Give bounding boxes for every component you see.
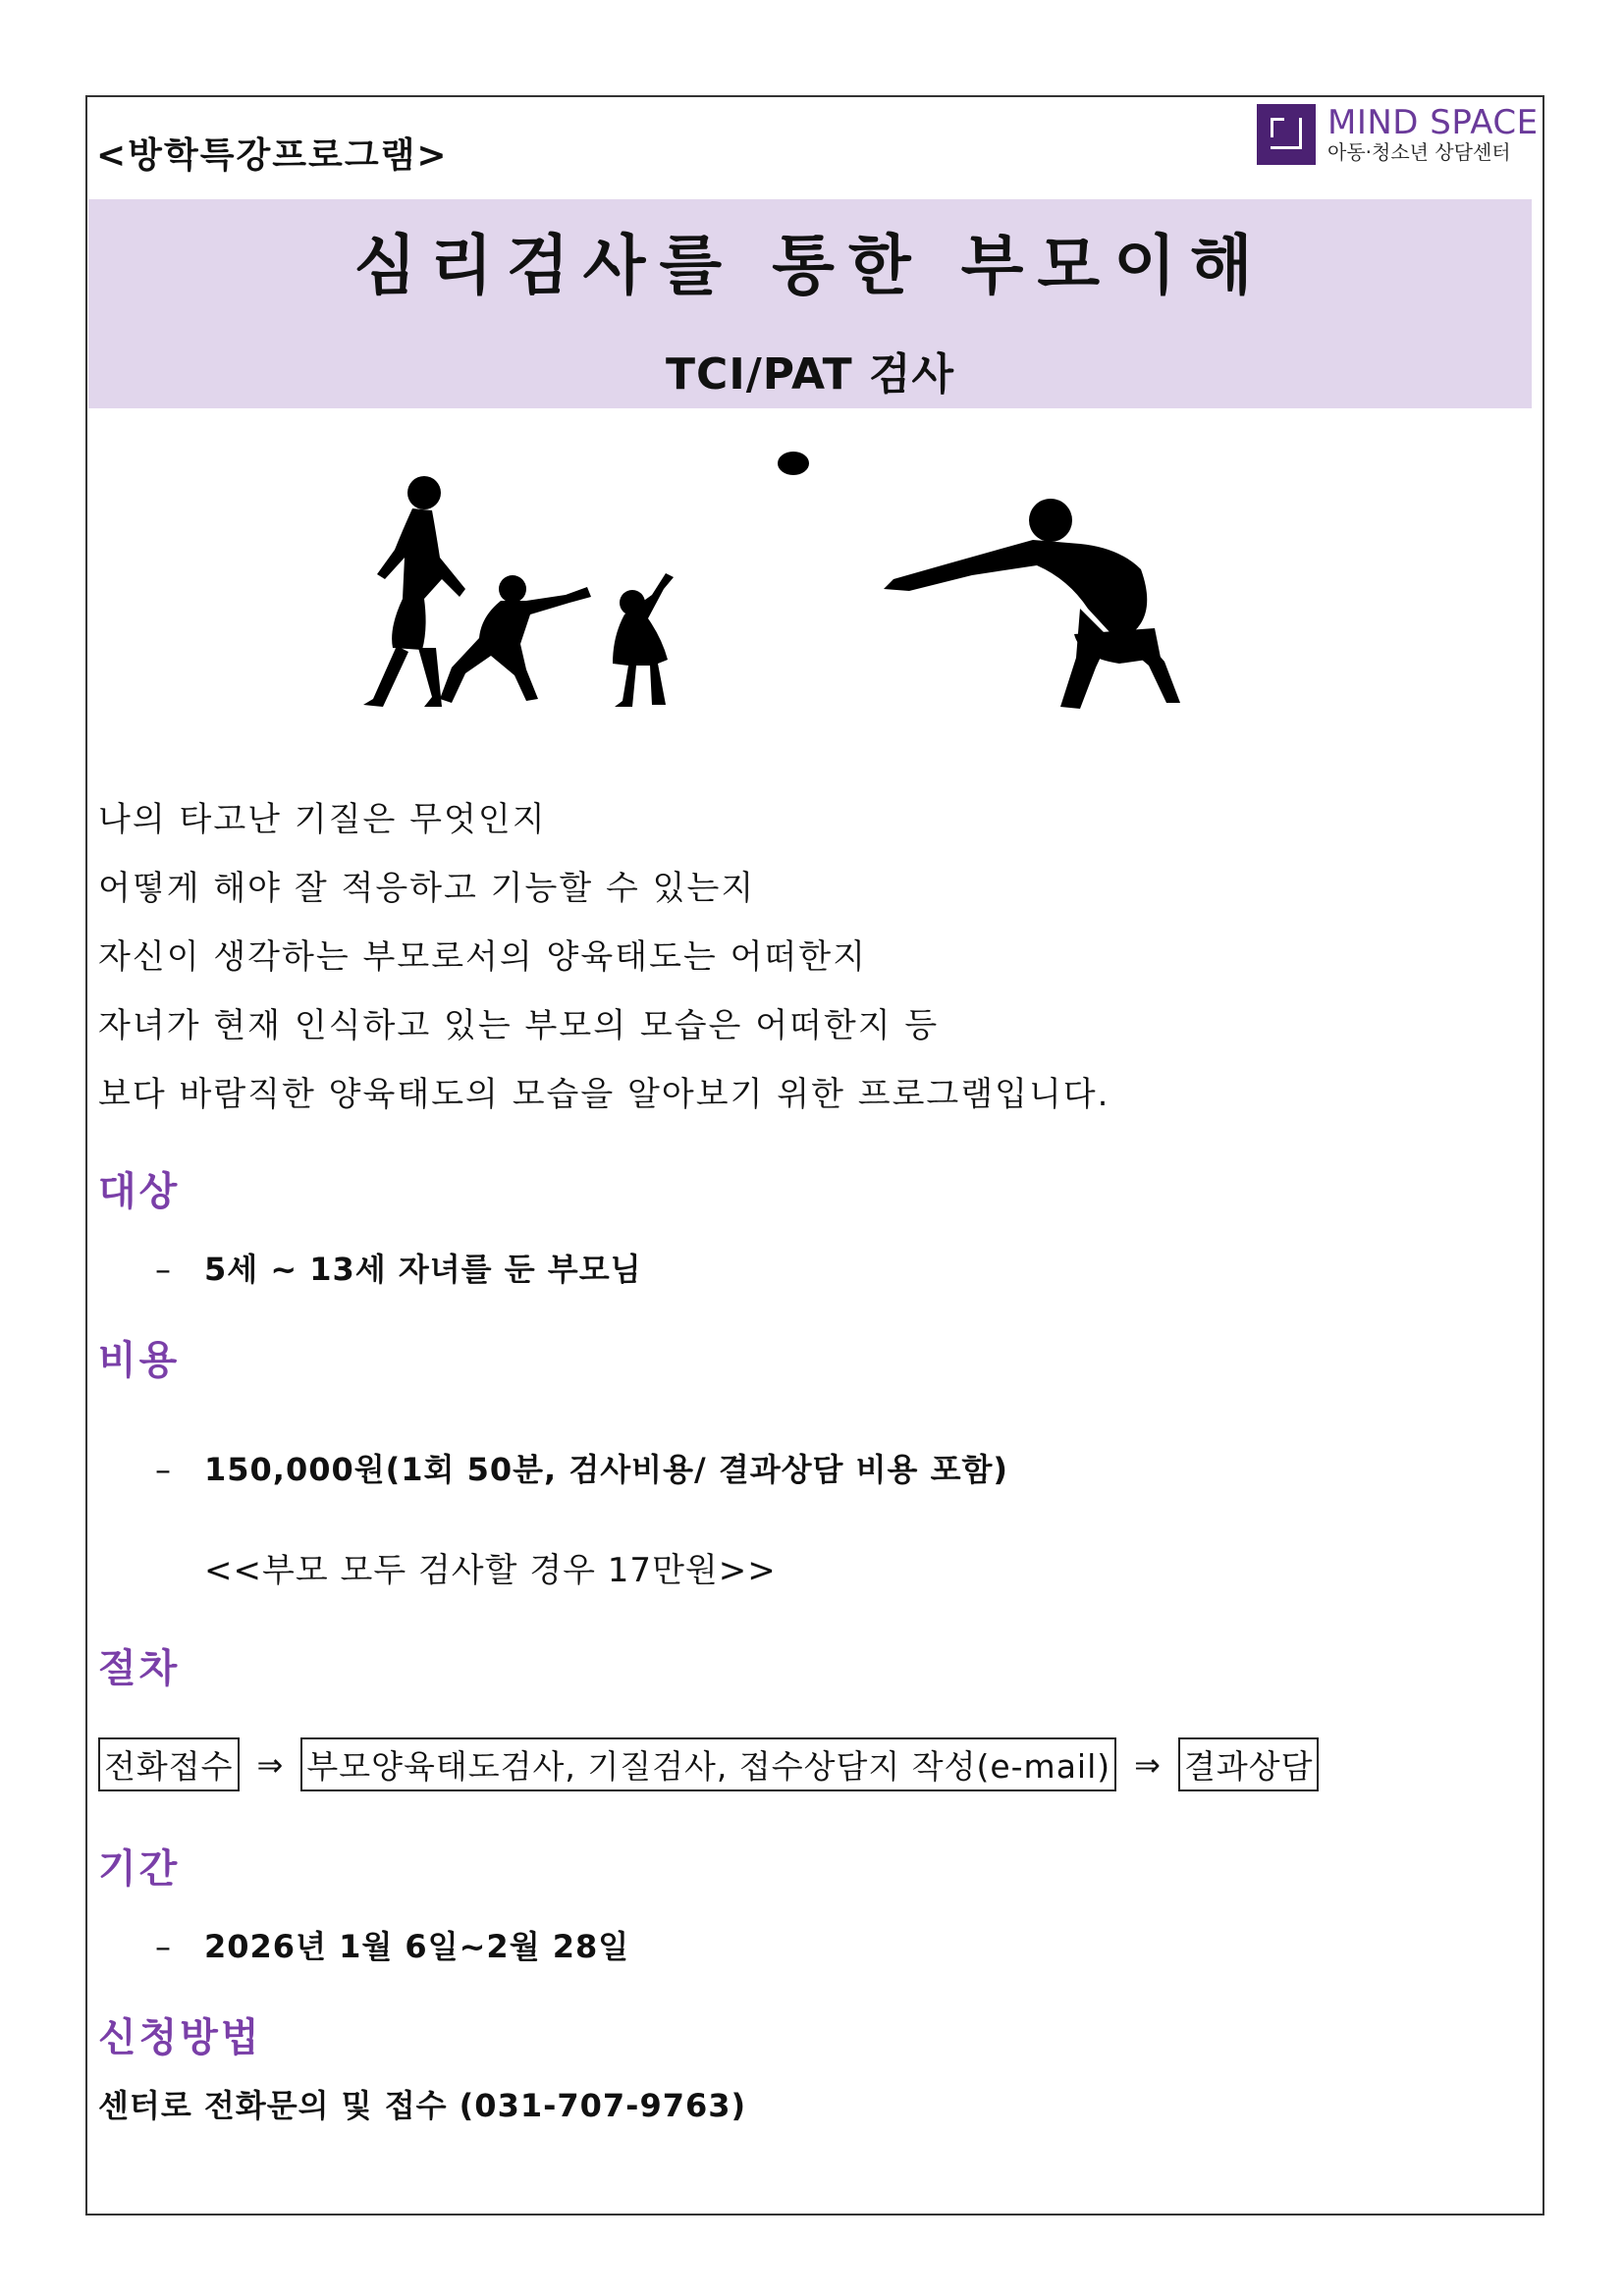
intro-line: 자신이 생각하는 부모로서의 양육태도는 어떠한지 <box>98 937 867 977</box>
cost-item: – 150,000원(1회 50분, 검사비용/ 결과상담 비용 포함) <box>155 1451 1009 1488</box>
procedure-heading: 절차 <box>98 1646 181 1691</box>
page-subtitle: TCI/PAT 검사 <box>666 349 954 400</box>
apply-text: 센터로 전화문의 및 접수 (031-707-9763) <box>98 2087 747 2124</box>
logo-korean: 아동·청소년 상담센터 <box>1327 140 1511 164</box>
period-item: – 2026년 1월 6일~2월 28일 <box>155 1928 630 1965</box>
step-testing: 부모양육태도검사, 기질검사, 접수상담지 작성(e-mail) <box>300 1737 1116 1791</box>
page-title: 심리검사를 통한 부모이해 <box>353 228 1267 303</box>
program-tag: <방학특강프로그램> <box>96 135 449 176</box>
family-silhouette-icon <box>334 442 1296 736</box>
intro-line: 보다 바람직한 양육태도의 모습을 알아보기 위한 프로그램입니다. <box>98 1075 1110 1114</box>
apply-heading: 신청방법 <box>98 2015 262 2060</box>
cost-heading: 비용 <box>98 1338 181 1383</box>
target-heading: 대상 <box>98 1169 181 1214</box>
logo <box>1257 104 1539 165</box>
intro-line: 어떻게 해야 잘 적응하고 기능할 수 있는지 <box>98 869 756 908</box>
arrow-icon: ⇒ <box>256 1745 284 1784</box>
title-banner <box>88 199 1532 408</box>
cost-note: <<부모 모두 검사할 경우 17만원>> <box>204 1551 777 1590</box>
target-item: – 5세 ~ 13세 자녀를 둔 부모님 <box>155 1251 642 1288</box>
logo-english: MIND SPACE <box>1327 103 1539 142</box>
step-result-consult: 결과상담 <box>1178 1737 1320 1791</box>
procedure-steps <box>98 1737 1319 1791</box>
page-frame <box>85 95 1544 2216</box>
intro-text <box>98 785 1110 1129</box>
period-heading: 기간 <box>98 1846 181 1892</box>
intro-line: 자녀가 현재 인식하고 있는 부모의 모습은 어떠한지 등 <box>98 1006 940 1045</box>
intro-line: 나의 타고난 기질은 무엇인지 <box>98 800 547 839</box>
step-phone-intake: 전화접수 <box>98 1737 240 1791</box>
logo-mark-icon <box>1257 104 1316 165</box>
arrow-icon: ⇒ <box>1134 1745 1161 1784</box>
